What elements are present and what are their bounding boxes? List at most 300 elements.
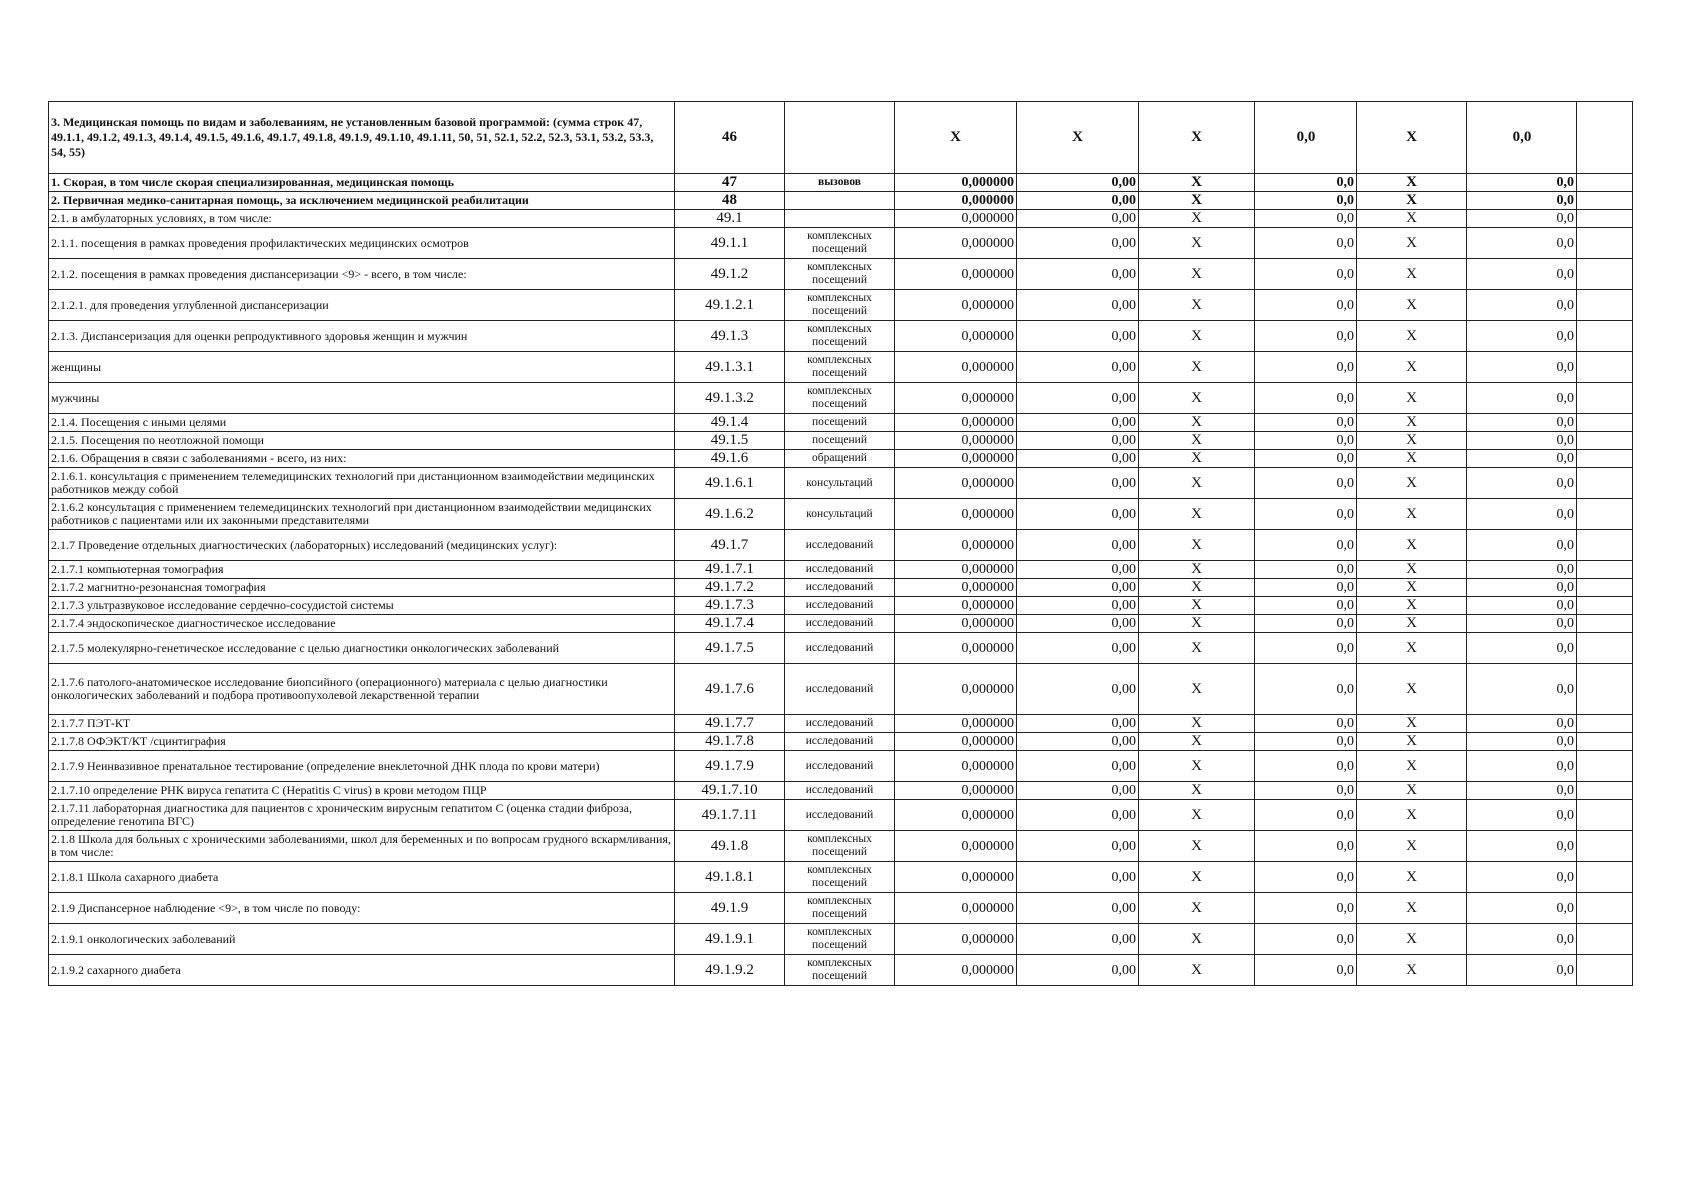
row-value-4: 0,0 [1255,664,1357,715]
row-unit: консультаций [785,468,895,499]
row-unit: посещений [785,414,895,432]
row-unit: вызовов [785,174,895,192]
row-value-1: 0,000000 [895,615,1017,633]
row-value-2: 0,00 [1017,955,1139,986]
row-value-6: 0,0 [1467,733,1577,751]
row-value-2: 0,00 [1017,210,1139,228]
row-name: 2.1.6.2 консультация с применением телемедицинских технологий при дистанционном взаимодействии медицинских работников с пациентами или их законными представителями [49,499,675,530]
table-row [49,800,1633,831]
row-value-5: X [1357,102,1467,174]
row-value-1: 0,000000 [895,290,1017,321]
row-value-5: X [1357,432,1467,450]
row-value-2: 0,00 [1017,561,1139,579]
row-value-1: 0,000000 [895,383,1017,414]
row-code: 49.1.6.1 [675,468,785,499]
row-unit: комплексных посещений [785,893,895,924]
row-value-1: 0,000000 [895,597,1017,615]
row-value-1: 0,000000 [895,321,1017,352]
table-row [49,664,1633,715]
row-code: 49.1.2.1 [675,290,785,321]
row-name: 2.1.6. Обращения в связи с заболеваниями - всего, из них: [49,450,675,468]
row-value-5: X [1357,259,1467,290]
row-value-4: 0,0 [1255,499,1357,530]
row-name: 2.1.1. посещения в рамках проведения профилактических медицинских осмотров [49,228,675,259]
row-unit: консультаций [785,499,895,530]
row-value-4: 0,0 [1255,800,1357,831]
row-code: 47 [675,174,785,192]
row-empty-cell [1577,955,1633,986]
row-value-2: 0,00 [1017,831,1139,862]
row-value-5: X [1357,499,1467,530]
row-empty-cell [1577,530,1633,561]
row-code: 49.1.6.2 [675,499,785,530]
row-value-1: 0,000000 [895,751,1017,782]
row-value-6: 0,0 [1467,715,1577,733]
row-code: 49.1.6 [675,450,785,468]
row-value-1: 0,000000 [895,579,1017,597]
row-value-4: 0,0 [1255,955,1357,986]
row-value-6: 0,0 [1467,782,1577,800]
row-value-1: 0,000000 [895,530,1017,561]
row-value-2: 0,00 [1017,862,1139,893]
row-empty-cell [1577,383,1633,414]
row-value-2: 0,00 [1017,530,1139,561]
row-value-4: 0,0 [1255,414,1357,432]
row-empty-cell [1577,733,1633,751]
row-unit: комплексных посещений [785,259,895,290]
row-value-5: X [1357,924,1467,955]
row-unit: комплексных посещений [785,352,895,383]
table-row [49,102,1633,174]
row-empty-cell [1577,259,1633,290]
row-value-2: 0,00 [1017,782,1139,800]
row-value-5: X [1357,893,1467,924]
row-code: 49.1.7.9 [675,751,785,782]
row-name: 2.1.2. посещения в рамках проведения диспансеризации <9> - всего, в том числе: [49,259,675,290]
row-value-2: 0,00 [1017,321,1139,352]
row-value-4: 0,0 [1255,383,1357,414]
row-value-6: 0,0 [1467,192,1577,210]
row-code: 49.1.7.3 [675,597,785,615]
row-value-4: 0,0 [1255,782,1357,800]
row-value-3: X [1139,228,1255,259]
row-value-3: X [1139,192,1255,210]
row-value-1: 0,000000 [895,432,1017,450]
row-value-1: 0,000000 [895,468,1017,499]
row-value-3: X [1139,664,1255,715]
row-value-3: X [1139,530,1255,561]
row-value-6: 0,0 [1467,321,1577,352]
row-code: 49.1.8 [675,831,785,862]
row-empty-cell [1577,561,1633,579]
row-value-6: 0,0 [1467,597,1577,615]
table-row [49,432,1633,450]
row-name: 2.1.7.10 определение РНК вируса гепатита С (Hepatitis C virus) в крови методом ПЦР [49,782,675,800]
row-code: 49.1.9.2 [675,955,785,986]
row-value-4: 0,0 [1255,530,1357,561]
table-row [49,597,1633,615]
row-value-2: 0,00 [1017,290,1139,321]
row-code: 49.1.7.1 [675,561,785,579]
row-value-6: 0,0 [1467,468,1577,499]
row-value-5: X [1357,715,1467,733]
row-value-4: 0,0 [1255,210,1357,228]
row-value-1: 0,000000 [895,862,1017,893]
row-value-6: 0,0 [1467,102,1577,174]
row-name: 2.1.9 Диспансерное наблюдение <9>, в том числе по поводу: [49,893,675,924]
row-value-2: 0,00 [1017,615,1139,633]
row-empty-cell [1577,782,1633,800]
row-empty-cell [1577,499,1633,530]
row-code: 49.1.7.4 [675,615,785,633]
row-value-3: X [1139,174,1255,192]
row-value-3: X [1139,210,1255,228]
row-value-4: 0,0 [1255,228,1357,259]
row-value-4: 0,0 [1255,352,1357,383]
row-value-3: X [1139,597,1255,615]
table-row [49,862,1633,893]
row-empty-cell [1577,450,1633,468]
row-value-5: X [1357,800,1467,831]
row-value-6: 0,0 [1467,633,1577,664]
row-value-6: 0,0 [1467,174,1577,192]
row-unit: комплексных посещений [785,831,895,862]
row-unit: комплексных посещений [785,862,895,893]
row-value-6: 0,0 [1467,579,1577,597]
table-row [49,751,1633,782]
row-value-5: X [1357,450,1467,468]
row-empty-cell [1577,800,1633,831]
row-value-1: 0,000000 [895,782,1017,800]
row-value-4: 0,0 [1255,174,1357,192]
row-value-6: 0,0 [1467,352,1577,383]
row-name: 2.1.8.1 Школа сахарного диабета [49,862,675,893]
row-empty-cell [1577,597,1633,615]
row-value-3: X [1139,414,1255,432]
row-value-3: X [1139,352,1255,383]
row-code: 49.1.4 [675,414,785,432]
row-value-5: X [1357,290,1467,321]
row-unit [785,210,895,228]
row-value-4: 0,0 [1255,733,1357,751]
row-value-6: 0,0 [1467,893,1577,924]
row-value-3: X [1139,862,1255,893]
row-value-2: 0,00 [1017,414,1139,432]
row-empty-cell [1577,174,1633,192]
row-value-5: X [1357,561,1467,579]
row-unit: исследований [785,800,895,831]
row-value-2: 0,00 [1017,468,1139,499]
row-value-3: X [1139,715,1255,733]
row-value-2: 0,00 [1017,733,1139,751]
row-value-1: 0,000000 [895,174,1017,192]
table-row [49,530,1633,561]
row-empty-cell [1577,924,1633,955]
row-code: 49.1.2 [675,259,785,290]
row-empty-cell [1577,633,1633,664]
row-empty-cell [1577,352,1633,383]
row-value-1: 0,000000 [895,499,1017,530]
row-name: 2.1.7.5 молекулярно-генетическое исследование с целью диагностики онкологических заболеваний [49,633,675,664]
table-row [49,383,1633,414]
row-name: 2.1.4. Посещения с иными целями [49,414,675,432]
row-value-1: 0,000000 [895,352,1017,383]
table-row [49,259,1633,290]
row-value-2: 0,00 [1017,633,1139,664]
row-name: 2.1.7.9 Неинвазивное пренатальное тестирование (определение внеклеточной ДНК плода по крови матери) [49,751,675,782]
row-code: 49.1.3.1 [675,352,785,383]
row-value-3: X [1139,800,1255,831]
row-value-5: X [1357,192,1467,210]
row-value-6: 0,0 [1467,800,1577,831]
row-value-6: 0,0 [1467,450,1577,468]
row-value-4: 0,0 [1255,715,1357,733]
row-value-3: X [1139,633,1255,664]
row-value-1: 0,000000 [895,924,1017,955]
row-value-2: 0,00 [1017,715,1139,733]
row-unit: исследований [785,579,895,597]
row-value-2: 0,00 [1017,751,1139,782]
row-value-3: X [1139,579,1255,597]
row-name: 1. Скорая, в том числе скорая специализированная, медицинская помощь [49,174,675,192]
row-value-5: X [1357,530,1467,561]
row-value-4: 0,0 [1255,862,1357,893]
row-unit [785,102,895,174]
row-value-5: X [1357,210,1467,228]
row-value-6: 0,0 [1467,383,1577,414]
table-row [49,615,1633,633]
row-value-6: 0,0 [1467,414,1577,432]
row-name: 2.1.7.1 компьютерная томография [49,561,675,579]
row-value-4: 0,0 [1255,290,1357,321]
row-name: 2.1.9.2 сахарного диабета [49,955,675,986]
row-value-3: X [1139,782,1255,800]
row-value-5: X [1357,352,1467,383]
row-value-2: X [1017,102,1139,174]
table-row [49,955,1633,986]
table-row [49,733,1633,751]
row-empty-cell [1577,290,1633,321]
row-unit: исследований [785,782,895,800]
row-code: 49.1.7.11 [675,800,785,831]
table-row [49,633,1633,664]
row-value-5: X [1357,414,1467,432]
row-code: 49.1.9.1 [675,924,785,955]
row-unit: комплексных посещений [785,924,895,955]
row-value-3: X [1139,383,1255,414]
row-code: 49.1.3 [675,321,785,352]
row-value-6: 0,0 [1467,955,1577,986]
row-name: 2.1.5. Посещения по неотложной помощи [49,432,675,450]
row-unit: посещений [785,432,895,450]
row-value-2: 0,00 [1017,893,1139,924]
row-value-2: 0,00 [1017,228,1139,259]
row-code: 49.1.7.5 [675,633,785,664]
row-code: 49.1.1 [675,228,785,259]
row-value-4: 0,0 [1255,633,1357,664]
row-unit: исследований [785,715,895,733]
row-value-5: X [1357,862,1467,893]
row-value-6: 0,0 [1467,831,1577,862]
row-name: 2.1.8 Школа для больных с хроническими заболеваниями, школ для беременных и по вопросам грудного вскармливания, в том числе: [49,831,675,862]
row-value-4: 0,0 [1255,102,1357,174]
row-value-3: X [1139,432,1255,450]
row-unit: исследований [785,664,895,715]
row-value-1: 0,000000 [895,414,1017,432]
row-value-4: 0,0 [1255,831,1357,862]
row-unit: исследований [785,633,895,664]
row-value-6: 0,0 [1467,664,1577,715]
row-name: 2.1. в амбулаторных условиях, в том числе: [49,210,675,228]
row-name: 2.1.7.11 лабораторная диагностика для пациентов с хроническим вирусным гепатитом С (оценка стадии фиброза, определение генотипа ВГС) [49,800,675,831]
row-value-1: 0,000000 [895,955,1017,986]
row-name: 2.1.7.6 патолого-анатомическое исследование биопсийного (операционного) материала с целью диагностики онкологических заболеваний и подбора противоопухолевой лекарственной терапии [49,664,675,715]
row-value-2: 0,00 [1017,499,1139,530]
row-value-5: X [1357,615,1467,633]
row-name: 2.1.7.4 эндоскопическое диагностическое исследование [49,615,675,633]
row-name: 2.1.2.1. для проведения углубленной диспансеризации [49,290,675,321]
table-row [49,228,1633,259]
row-value-1: 0,000000 [895,733,1017,751]
row-value-2: 0,00 [1017,174,1139,192]
row-value-4: 0,0 [1255,432,1357,450]
row-name: 2.1.7.2 магнитно-резонансная томография [49,579,675,597]
table-row [49,414,1633,432]
row-code: 49.1.7 [675,530,785,561]
row-name: 2.1.3. Диспансеризация для оценки репродуктивного здоровья женщин и мужчин [49,321,675,352]
row-name: 2.1.7.7 ПЭТ-КТ [49,715,675,733]
row-empty-cell [1577,210,1633,228]
row-code: 48 [675,192,785,210]
row-empty-cell [1577,579,1633,597]
row-unit: исследований [785,597,895,615]
row-code: 49.1.7.8 [675,733,785,751]
row-value-4: 0,0 [1255,561,1357,579]
row-value-4: 0,0 [1255,259,1357,290]
row-value-3: X [1139,259,1255,290]
row-value-4: 0,0 [1255,321,1357,352]
row-value-5: X [1357,633,1467,664]
row-value-5: X [1357,228,1467,259]
row-empty-cell [1577,192,1633,210]
row-name: 2.1.6.1. консультация с применением телемедицинских технологий при дистанционном взаимодействии медицинских работников между собой [49,468,675,499]
row-value-6: 0,0 [1467,259,1577,290]
row-value-1: 0,000000 [895,715,1017,733]
row-value-2: 0,00 [1017,432,1139,450]
row-value-5: X [1357,751,1467,782]
table-row [49,715,1633,733]
row-empty-cell [1577,831,1633,862]
row-code: 46 [675,102,785,174]
row-value-6: 0,0 [1467,290,1577,321]
table-row [49,210,1633,228]
row-value-3: X [1139,751,1255,782]
table-row [49,352,1633,383]
table-row [49,831,1633,862]
row-value-5: X [1357,579,1467,597]
row-value-6: 0,0 [1467,530,1577,561]
row-code: 49.1.7.10 [675,782,785,800]
row-value-5: X [1357,383,1467,414]
table-row [49,579,1633,597]
row-code: 49.1.8.1 [675,862,785,893]
row-name: женщины [49,352,675,383]
document-sheet [48,101,1632,986]
table-row [49,468,1633,499]
row-value-4: 0,0 [1255,751,1357,782]
table-row [49,924,1633,955]
row-value-1: 0,000000 [895,831,1017,862]
row-value-2: 0,00 [1017,800,1139,831]
row-value-3: X [1139,561,1255,579]
row-value-2: 0,00 [1017,383,1139,414]
row-value-2: 0,00 [1017,579,1139,597]
row-value-2: 0,00 [1017,597,1139,615]
row-unit: комплексных посещений [785,383,895,414]
row-value-1: X [895,102,1017,174]
row-value-2: 0,00 [1017,192,1139,210]
row-empty-cell [1577,615,1633,633]
row-value-4: 0,0 [1255,450,1357,468]
row-name: 2.1.7.8 ОФЭКТ/КТ /сцинтиграфия [49,733,675,751]
row-name: 2.1.9.1 онкологических заболеваний [49,924,675,955]
row-value-6: 0,0 [1467,615,1577,633]
row-code: 49.1.7.7 [675,715,785,733]
row-empty-cell [1577,321,1633,352]
row-empty-cell [1577,664,1633,715]
row-empty-cell [1577,228,1633,259]
row-value-1: 0,000000 [895,664,1017,715]
row-name: 2.1.7.3 ультразвуковое исследование сердечно-сосудистой системы [49,597,675,615]
row-unit [785,192,895,210]
row-empty-cell [1577,715,1633,733]
row-value-6: 0,0 [1467,924,1577,955]
row-unit: исследований [785,615,895,633]
row-empty-cell [1577,862,1633,893]
table-row [49,450,1633,468]
row-name: мужчины [49,383,675,414]
row-value-1: 0,000000 [895,800,1017,831]
table-row [49,192,1633,210]
row-value-1: 0,000000 [895,192,1017,210]
row-empty-cell [1577,893,1633,924]
row-value-3: X [1139,102,1255,174]
row-unit: комплексных посещений [785,321,895,352]
row-value-6: 0,0 [1467,561,1577,579]
row-empty-cell [1577,432,1633,450]
row-empty-cell [1577,102,1633,174]
row-value-1: 0,000000 [895,561,1017,579]
row-value-3: X [1139,468,1255,499]
row-unit: исследований [785,561,895,579]
row-value-3: X [1139,321,1255,352]
row-value-5: X [1357,597,1467,615]
row-value-3: X [1139,924,1255,955]
table-body [49,102,1633,986]
row-value-5: X [1357,664,1467,715]
row-value-2: 0,00 [1017,259,1139,290]
row-unit: комплексных посещений [785,290,895,321]
row-value-6: 0,0 [1467,228,1577,259]
row-empty-cell [1577,468,1633,499]
row-code: 49.1 [675,210,785,228]
row-empty-cell [1577,751,1633,782]
row-value-3: X [1139,499,1255,530]
row-value-2: 0,00 [1017,450,1139,468]
row-code: 49.1.3.2 [675,383,785,414]
row-value-5: X [1357,174,1467,192]
row-empty-cell [1577,414,1633,432]
